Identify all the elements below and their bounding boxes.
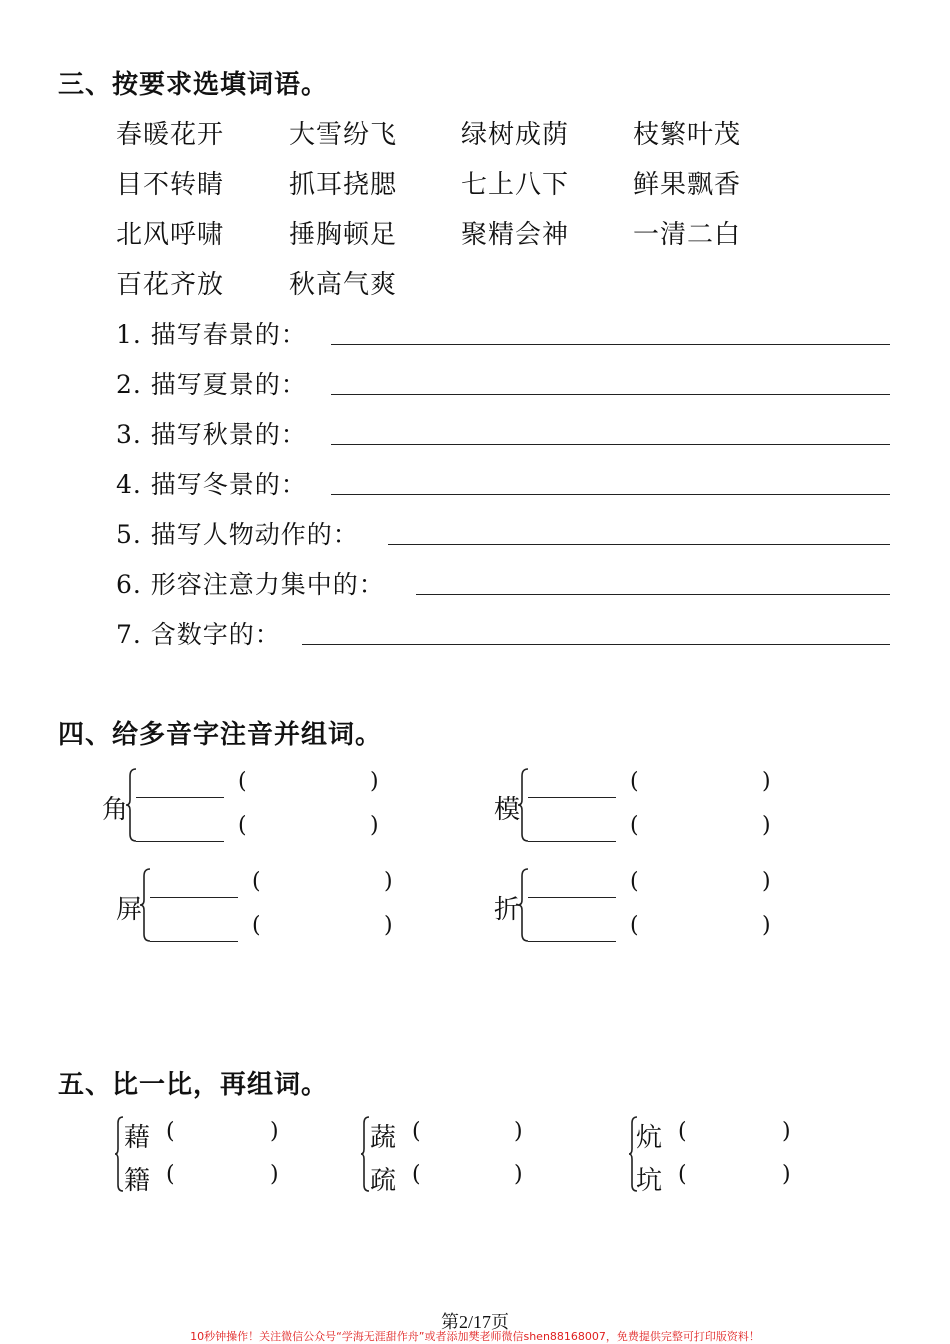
- answer-line[interactable]: [150, 897, 238, 898]
- answer-line[interactable]: [331, 394, 890, 395]
- paren-open: (: [166, 1162, 175, 1187]
- word-item: 鲜果飘香: [633, 170, 742, 200]
- word-item: 七上八下: [461, 170, 570, 200]
- compare-char: 籍: [124, 1166, 151, 1196]
- paren-close: ): [384, 869, 393, 894]
- answer-line[interactable]: [136, 797, 224, 798]
- paren-close: ): [370, 813, 379, 838]
- answer-line[interactable]: [528, 897, 616, 898]
- left-brace: [518, 868, 530, 942]
- paren-open: (: [678, 1162, 687, 1187]
- answer-line[interactable]: [150, 941, 238, 942]
- word-item: 聚精会神: [461, 220, 570, 250]
- word-item: 大雪纷飞: [289, 120, 398, 150]
- answer-line[interactable]: [388, 544, 890, 545]
- word-item: 百花齐放: [116, 270, 225, 300]
- answer-line[interactable]: [302, 644, 890, 645]
- answer-line[interactable]: [528, 797, 616, 798]
- left-brace: [360, 1116, 370, 1192]
- paren-open: (: [166, 1119, 175, 1144]
- paren-close: ): [514, 1119, 523, 1144]
- paren-close: ): [270, 1162, 279, 1187]
- paren-close: ): [782, 1162, 791, 1187]
- paren-open: (: [252, 913, 261, 938]
- compare-char: 炕: [636, 1123, 663, 1153]
- question-label: 3. 描写秋景的：: [116, 420, 307, 449]
- answer-line[interactable]: [136, 841, 224, 842]
- paren-open: (: [412, 1162, 421, 1187]
- polyphone-char: 屏: [116, 895, 143, 925]
- page-number: 第2/17页: [440, 1312, 509, 1332]
- paren-open: (: [630, 869, 639, 894]
- paren-open: (: [238, 769, 247, 794]
- paren-open: (: [412, 1119, 421, 1144]
- paren-close: ): [514, 1162, 523, 1187]
- polyphone-char: 模: [494, 795, 521, 825]
- answer-line[interactable]: [528, 841, 616, 842]
- question-label: 4. 描写冬景的：: [116, 470, 307, 499]
- word-item: 秋高气爽: [289, 270, 398, 300]
- word-item: 枝繁叶茂: [633, 120, 742, 150]
- answer-line[interactable]: [528, 941, 616, 942]
- left-brace: [518, 768, 530, 842]
- paren-close: ): [782, 1119, 791, 1144]
- section-4-title: 四、给多音字注音并组词。: [58, 720, 383, 750]
- question-label: 6. 形容注意力集中的：: [116, 570, 385, 599]
- compare-char: 疏: [370, 1166, 397, 1196]
- paren-open: (: [678, 1119, 687, 1144]
- question-label: 1. 描写春景的：: [116, 320, 307, 349]
- paren-close: ): [762, 769, 771, 794]
- left-brace: [114, 1116, 124, 1192]
- paren-open: (: [238, 813, 247, 838]
- paren-close: ): [384, 913, 393, 938]
- polyphone-char: 角: [102, 795, 129, 825]
- paren-close: ): [370, 769, 379, 794]
- word-item: 北风呼啸: [116, 220, 225, 250]
- paren-close: ): [270, 1119, 279, 1144]
- paren-open: (: [252, 869, 261, 894]
- paren-open: (: [630, 769, 639, 794]
- word-item: 捶胸顿足: [289, 220, 398, 250]
- left-brace: [126, 768, 138, 842]
- answer-line[interactable]: [331, 344, 890, 345]
- question-label: 5. 描写人物动作的：: [116, 520, 359, 549]
- section-3-title: 三、按要求选填词语。: [58, 70, 329, 100]
- word-item: 绿树成荫: [461, 120, 570, 150]
- paren-open: (: [630, 813, 639, 838]
- paren-open: (: [630, 913, 639, 938]
- section-5-title: 五、比一比，再组词。: [58, 1070, 329, 1100]
- word-item: 抓耳挠腮: [289, 170, 398, 200]
- paren-close: ): [762, 913, 771, 938]
- paren-close: ): [762, 869, 771, 894]
- question-label: 2. 描写夏景的：: [116, 370, 307, 399]
- polyphone-char: 折: [494, 895, 521, 925]
- question-label: 7. 含数字的：: [116, 620, 281, 649]
- compare-char: 蔬: [370, 1123, 397, 1153]
- compare-char: 坑: [636, 1166, 663, 1196]
- answer-line[interactable]: [331, 494, 890, 495]
- word-item: 春暖花开: [116, 120, 225, 150]
- word-item: 一清二白: [633, 220, 742, 250]
- compare-char: 藉: [124, 1123, 151, 1153]
- answer-line[interactable]: [331, 444, 890, 445]
- word-item: 目不转睛: [116, 170, 225, 200]
- footer-note: 10秒钟操作！关注微信公众号“学海无涯甜作舟”或者添加樊老师微信shen88168007，免费提供完整可打印版资料！: [190, 1330, 760, 1343]
- paren-close: ): [762, 813, 771, 838]
- left-brace: [140, 868, 152, 942]
- answer-line[interactable]: [416, 594, 890, 595]
